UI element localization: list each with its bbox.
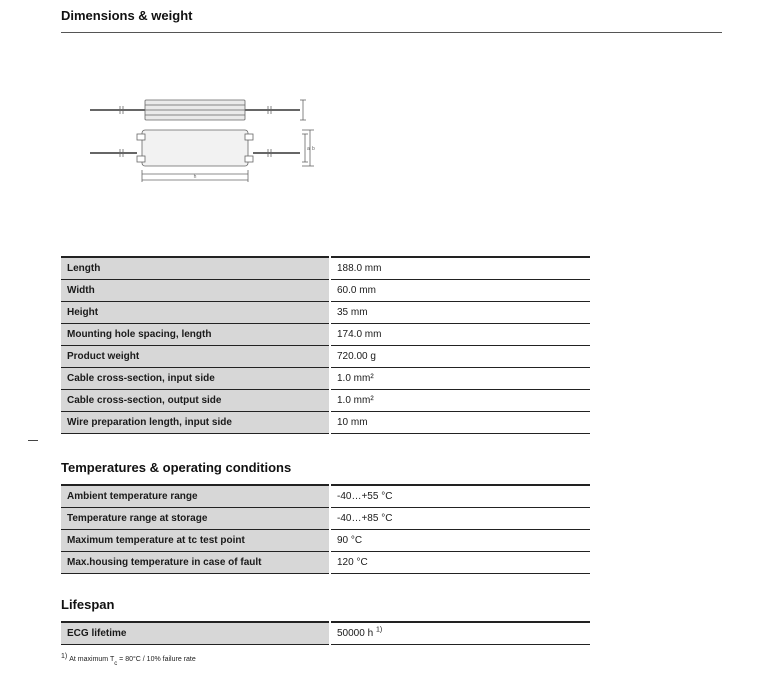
row-value: -40…+85 °C (330, 508, 590, 530)
row-value: 188.0 mm (330, 257, 590, 280)
row-value: 60.0 mm (330, 280, 590, 302)
table-row (61, 485, 590, 508)
title-rule (61, 32, 722, 33)
row-label: Wire preparation length, input side (61, 412, 330, 434)
section-title-lifespan: Lifespan (61, 597, 115, 612)
footnote-ref: 1) (375, 626, 383, 634)
dimension-drawing (90, 96, 330, 188)
row-label: Mounting hole spacing, length (61, 324, 330, 346)
drawing-label-b: b (312, 146, 315, 152)
row-label: Max.housing temperature in case of fault (61, 552, 330, 574)
row-label: Cable cross-section, output side (61, 390, 330, 412)
row-label: Height (61, 302, 330, 324)
footnote-subscript: c (114, 661, 118, 667)
row-value: 1.0 mm² (330, 390, 590, 412)
lifespan-table (61, 621, 590, 645)
table-row (61, 622, 590, 645)
section-title-dimensions: Dimensions & weight (61, 8, 193, 23)
row-label: Width (61, 280, 330, 302)
table-row (61, 324, 590, 346)
row-value: 174.0 mm (330, 324, 590, 346)
table-row (61, 552, 590, 574)
row-label: Length (61, 257, 330, 280)
row-label: Maximum temperature at tc test point (61, 530, 330, 552)
table-row (61, 302, 590, 324)
row-value: 720.00 g (330, 346, 590, 368)
table-row (61, 390, 590, 412)
table-row (61, 412, 590, 434)
temperatures-table (61, 484, 590, 574)
footnote-marker: 1) (61, 653, 68, 660)
footnote (61, 653, 196, 667)
row-value-cell (330, 622, 590, 645)
table-row (61, 368, 590, 390)
row-label: Cable cross-section, input side (61, 368, 330, 390)
row-value: 90 °C (330, 530, 590, 552)
table-row (61, 346, 590, 368)
drawing-label-h: h (193, 174, 197, 180)
row-value: 10 mm (330, 412, 590, 434)
row-value: 50000 h (337, 628, 374, 639)
table-row (61, 508, 590, 530)
row-value: -40…+55 °C (330, 485, 590, 508)
footnote-text-after: = 80°C / 10% failure rate (117, 656, 196, 663)
row-label: ECG lifetime (61, 622, 330, 645)
row-value: 120 °C (330, 552, 590, 574)
dimensions-table (61, 256, 590, 434)
drawing-label-a: a (307, 146, 310, 152)
table-row (61, 530, 590, 552)
row-label: Temperature range at storage (61, 508, 330, 530)
table-row (61, 280, 590, 302)
footnote-text-before: At maximum T (69, 656, 115, 663)
row-label: Product weight (61, 346, 330, 368)
margin-mark (28, 440, 38, 441)
section-title-temperatures: Temperatures & operating conditions (61, 460, 292, 475)
row-label: Ambient temperature range (61, 485, 330, 508)
row-value: 1.0 mm² (330, 368, 590, 390)
row-value: 35 mm (330, 302, 590, 324)
table-row (61, 257, 590, 280)
